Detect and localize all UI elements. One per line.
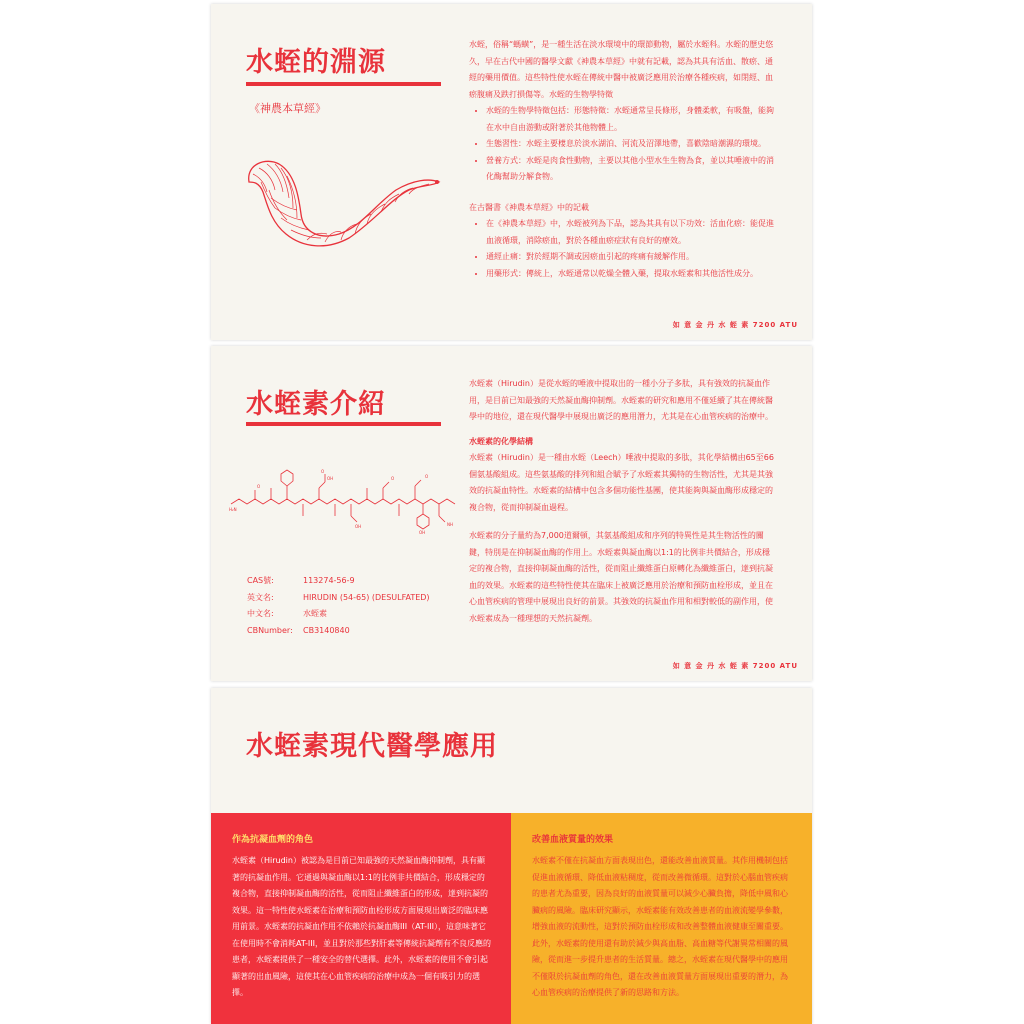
list-item: • 生態習性：水蛭主要棲息於淡水湖泊、河流及沼澤地帶，喜歡陰暗潮濕的環境。 — [486, 136, 774, 153]
molecule-structure-diagram — [229, 466, 465, 536]
svg-text:O: O — [257, 484, 261, 489]
leech-illustration — [241, 152, 446, 252]
weight-paragraph: 水蛭素的分子量約為7,000道爾頓，其氨基酸組成和序列的特異性是其生物活性的關鍵，特別是在抑制凝血酶的作用上。水蛭素與凝血酶以1:1的比例非共價結合，形成穩定的複合物，直接抑制凝血酶的活性，從而阻止纖維蛋白原轉化為纖維蛋白，達到抗凝血的效果。水蛭素的這些特性使其在臨床上被廣泛應用於治療和預防血栓形成，並且在心血管疾病的管理中展現出良好的前景。其強效的抗凝血作用和相對較低的副作用，使水蛭素成為一種理想的天然抗凝劑。 — [469, 531, 773, 623]
section-heading: 在古醫書《神農本草經》中的記載 — [469, 202, 589, 212]
svg-text:OH: OH — [355, 524, 362, 529]
info-row — [247, 573, 430, 590]
panel-text: 水蛭素（Hirudin）被認為是目前已知最強的天然凝血酶抑制劑，具有顯著的抗凝血作用。它通過與凝血酶以1:1的比例非共價結合，形成穩定的複合物，直接抑制凝血酶的活性，從而阻止纖維蛋白的形成，達到抗凝的效果。這一特性使水蛭素在治療和預防血栓形成方面展現出廣泛的臨床應用前景。水蛭素的抗凝血作用不依賴於抗凝血酶III（AT-III），這意味著它在使用時不會消耗AT-III，並且對於那些對肝素等傳統抗凝劑有不良反應的患者，水蛭素提供了一種安全的替代選擇。此外，水蛭素的使用不會引起顯著的出血風險，這使其在心血管疾病的治療中成為一個有吸引力的選擇。 — [232, 856, 491, 997]
panel-text: 水蛭素不僅在抗凝血方面表現出色，還能改善血液質量。其作用機制包括促進血液循環、降低血液粘稠度，從而改善微循環。這對於心腦血管疾病的患者尤為重要，因為良好的血液質量可以減少心臟負擔，降低中風和心臟病的風險。臨床研究顯示，水蛭素能有效改善患者的血液流變學參數，增強血液的流動性，這對於預防血栓形成和改善整體血液健康至關重要。此外，水蛭素的使用還有助於減少與高血脂、高血糖等代謝異常相關的風險，從而進一步提升患者的生活質量。總之，水蛭素在現代醫學中的應用不僅限於抗凝血劑的角色，還在改善血液質量方面展現出重要的潛力，為心血管疾病的治療提供了新的思路和方法。 — [532, 856, 788, 997]
info-row — [247, 606, 430, 623]
panel-heading: 改善血液質量的效果 — [532, 835, 614, 845]
list-item: • 在《神農本草經》中，水蛭被列為下品，認為其具有以下功效：活血化瘀：能促進血液循環，消除瘀血，對於各種血瘀症狀有良好的療效。 — [486, 216, 774, 249]
info-value: CB3140840 — [303, 625, 350, 635]
svg-text:O: O — [321, 469, 325, 474]
page-title: 水蛭素現代醫學應用 — [246, 731, 498, 762]
svg-text:NH: NH — [447, 522, 453, 527]
svg-text:OH: OH — [419, 530, 426, 535]
list-item: • 用藥形式：傳統上，水蛭通常以乾燥全體入藥，提取水蛭素和其他活性成分。 — [486, 266, 774, 283]
blood-quality-panel — [511, 813, 812, 1024]
footer-brand: 如 意 金 丹 水 蛭 素 7200 ATU — [672, 321, 798, 329]
section-heading: 水蛭素的化學結構 — [469, 436, 533, 446]
list-item: • 水蛭的生物學特徵包括：形態特徵：水蛭通常呈長條形，身體柔軟，有吸盤，能夠在水中自由游動或附著於其他物體上。 — [486, 103, 774, 136]
info-label: CAS號: — [247, 576, 274, 585]
info-value: 113274-56-9 — [303, 576, 355, 585]
subtitle: 《神農本草經》 — [249, 102, 326, 115]
origin-text-column — [469, 37, 774, 282]
list-item: • 營養方式：水蛭是肉食性動物，主要以其他小型水生生物為食，並以其唾液中的消化酶幫助分解食物。 — [486, 153, 774, 186]
modern-application-card — [211, 688, 812, 1024]
footer-brand: 如 意 金 丹 水 蛭 素 7200 ATU — [672, 662, 798, 670]
anticoagulant-panel — [211, 813, 511, 1024]
title-underline — [246, 422, 441, 426]
info-row — [247, 590, 430, 607]
origin-card — [211, 4, 812, 340]
info-label: CBNumber: — [247, 625, 293, 635]
svg-text:H₂N: H₂N — [229, 507, 237, 512]
intro-paragraph: 水蛭，俗稱“螞蟥”，是一種生活在淡水環境中的環節動物，屬於水蛭科。水蛭的歷史悠久，早在古代中國的醫學文獻《神農本草經》中就有記載，認為其具有活血、散瘀、通經的藥用價值。這些特性使水蛭在傳統中醫中被廣泛應用於治療各種疾病，如閉經、血瘀腹痛及跌打損傷等。水蛭的生物學特徵 — [469, 40, 774, 99]
intro-paragraph: 水蛭素（Hirudin）是從水蛭的唾液中提取出的一種小分子多肽，具有強效的抗凝血作用，是目前已知最強的天然凝血酶抑制劑。水蛭素的研究和應用不僅延續了其在傳統醫學中的地位，還在現代醫學中展現出廣泛的應用潛力，尤其是在心血管疾病的治療中。 — [469, 379, 773, 421]
info-label: 英文名: — [247, 592, 274, 602]
info-value: HIRUDIN (54-65) (DESULFATED) — [303, 592, 430, 602]
info-value: 水蛭素 — [303, 609, 327, 618]
list-item: • 通經止痛：對於經期不調或因瘀血引起的疼痛有緩解作用。 — [486, 249, 774, 266]
svg-text:OH: OH — [327, 476, 334, 481]
page-title: 水蛭素介紹 — [246, 389, 386, 420]
structure-paragraph: 水蛭素（Hirudin）是一種由水蛭（Leech）唾液中提取的多肽，其化學結構由65至66個氨基酸組成。這些氨基酸的排列和組合賦予了水蛭素其獨特的生物活性，尤其是其強效的抗凝血特性。水蛭素的結構中包含多個功能性基團，使其能夠與凝血酶形成穩定的複合物，從而抑制凝血過程。 — [469, 453, 774, 512]
title-underline — [246, 82, 441, 86]
page-title: 水蛭的淵源 — [246, 47, 386, 78]
compound-info — [247, 573, 430, 639]
biology-list — [469, 103, 774, 186]
panel-heading: 作為抗凝血劑的角色 — [232, 835, 314, 845]
svg-text:O: O — [425, 474, 429, 479]
info-label: 中文名: — [247, 609, 274, 618]
info-row — [247, 623, 430, 640]
hirudin-intro-card — [211, 346, 812, 681]
record-list — [469, 216, 774, 282]
svg-text:O: O — [391, 476, 395, 481]
hirudin-text-column — [469, 376, 774, 627]
